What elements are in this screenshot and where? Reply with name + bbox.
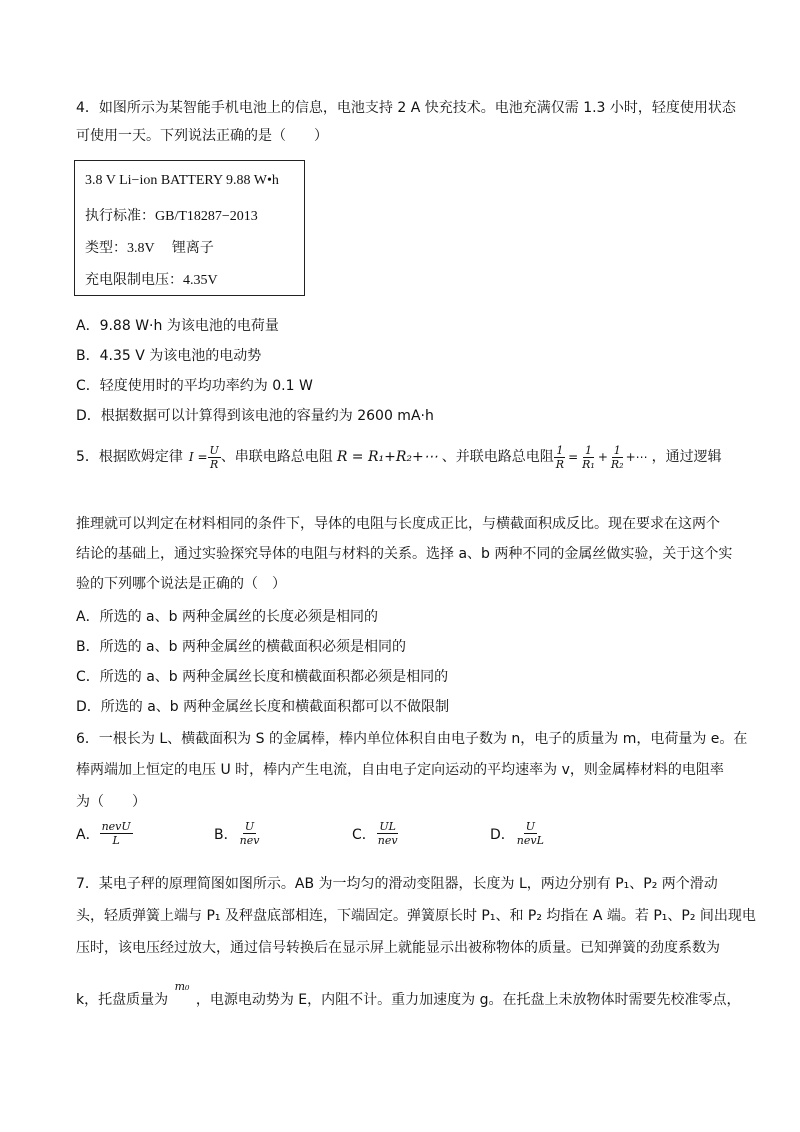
q6-option-a-num: nevU <box>101 820 131 833</box>
parallel-term2-num: 1 <box>613 443 621 457</box>
q6-option-b-den: nev <box>239 834 260 847</box>
parallel-term2 <box>609 444 626 471</box>
ohm-denominator: R <box>210 457 219 471</box>
q6-option-b <box>214 820 261 847</box>
q6-stem-line3: 为（ ） <box>76 794 146 810</box>
battery-label-line2: 执行标准：GB/T18287−2013 <box>85 209 258 224</box>
q7-stem-line1: 7．某电子秤的原理简图如图所示。AB 为一均匀的滑动变阻器，长度为 L，两边分别有 P₁、P₂ 两个滑动 <box>76 876 718 892</box>
series-formula: R = R₁+R₂+⋯ <box>336 449 438 465</box>
q5-mid1: 、串联电路总电阻 <box>220 449 333 465</box>
q6-option-d-label: D． <box>490 826 515 843</box>
ohm-I: I = <box>188 450 208 464</box>
q6-option-d-fraction <box>515 820 546 847</box>
q6-option-a-label: A． <box>76 826 100 843</box>
q7-stem-line4 <box>76 980 741 1011</box>
q5-option-c: C．所选的 a、b 两种金属丝长度和横截面积都必须是相同的 <box>76 669 449 685</box>
q5-option-a: A．所选的 a、b 两种金属丝的长度必须是相同的 <box>76 609 378 625</box>
q4-stem-line2: 可使用一天。下列说法正确的是（ ） <box>76 128 328 144</box>
q5-stem-line1: 5．根据欧姆定律 I = $\frac{U}{R}$ 、串联电路总电阻 R = R₁+R₂+⋯ 、并联电路总电阻 $\frac{1}{R}$ = $\frac{1}{\text{R₁}}$ + $\frac{1}{\text{R₂}}$ +⋯ ，通过逻辑 <box>76 440 722 474</box>
q5-stem-line3: 结论的基础上，通过实验探究导体的电阻与材料的关系。选择 a、b 两种不同的金属丝做实验，关于这个实 <box>76 546 733 562</box>
ohm-fraction <box>208 444 221 471</box>
q5-option-d: D．所选的 a、b 两种金属丝长度和横截面积都可以不做限制 <box>76 699 450 715</box>
q4-option-c: C．轻度使用时的平均功率约为 0.1 W <box>76 378 313 394</box>
parallel-term1-num: 1 <box>584 443 592 457</box>
q6-stem-line2: 棒两端加上恒定的电压 U 时，棒内产生电流，自由电子定向运动的平均速率为 v，则金属棒材料的电阻率 <box>76 762 724 778</box>
q6-option-b-label: B． <box>214 826 238 843</box>
q6-option-d-den: nevL <box>516 834 544 847</box>
q4-stem-line1: 4．如图所示为某智能手机电池上的信息，电池支持 2 A 快充技术。电池充满仅需 1.3 小时，轻度使用状态 <box>76 100 736 116</box>
parallel-term1-den: R₁ <box>582 457 595 471</box>
q6-option-d-num: U <box>525 820 535 833</box>
battery-label-line1: 3.8 V Li−ion BATTERY 9.88 W•h <box>85 173 279 188</box>
q7-line4-a: k，托盘质量为 <box>76 992 169 1008</box>
q7-line4-b: ，电源电动势为 E，内阻不计。重力加速度为 g。在托盘上未放物体时需要先校准零点， <box>195 992 741 1008</box>
q6-option-c-label: C． <box>352 826 376 843</box>
ohm-numerator: U <box>209 443 219 457</box>
parallel-tail: +⋯ <box>625 450 648 464</box>
battery-label-line4: 充电限制电压：4.35V <box>85 273 218 288</box>
q6-option-a <box>76 820 133 847</box>
parallel-lhs-den: R <box>555 457 565 471</box>
parallel-term2-den: R₂ <box>610 457 624 471</box>
q6-option-d <box>490 820 546 847</box>
q4-option-d: D．根据数据可以计算得到该电池的容量约为 2600 mA·h <box>76 408 434 424</box>
q7-stem-line3: 压时，该电压经过放大，通过信号转换后在显示屏上就能显示出被称物体的质量。已知弹簧的劲度系数为 <box>76 940 720 956</box>
q7-stem-line2: 头，轻质弹簧上端与 P₁ 及秤盘底部相连，下端固定。弹簧原长时 P₁、和 P₂ 均指在 A 端。若 P₁、P₂ 间出现电 <box>76 908 756 924</box>
q5-stem-line4: 验的下列哪个说法是正确的（ ） <box>76 576 286 592</box>
q6-option-b-fraction <box>238 820 262 847</box>
q6-stem-line1: 6．一根长为 L、横截面积为 S 的金属棒，棒内单位体积自由电子数为 n，电子的质量为 m，电荷量为 e。在 <box>76 731 748 747</box>
q6-option-b-num: U <box>244 820 255 833</box>
battery-label-box <box>74 160 305 296</box>
parallel-term1 <box>580 444 597 471</box>
q6-option-a-den: L <box>112 834 120 847</box>
q6-option-c-den: nev <box>377 834 398 847</box>
q5-suffix: ，通过逻辑 <box>651 449 722 465</box>
q5-prefix: 5．根据欧姆定律 <box>76 449 183 465</box>
parallel-lhs <box>554 444 566 471</box>
q4-option-a: A．9.88 W·h 为该电池的电荷量 <box>76 318 279 334</box>
q5-mid2: 、并联电路总电阻 <box>441 449 554 465</box>
q6-option-c-num: UL <box>379 820 396 833</box>
q5-option-b: B．所选的 a、b 两种金属丝的横截面积必须是相同的 <box>76 639 406 655</box>
parallel-lhs-num: 1 <box>556 443 564 457</box>
q5-stem-line2: 推理就可以判定在材料相同的条件下，导体的电阻与长度成正比，与横截面积成反比。现在要求在这两个 <box>76 516 720 532</box>
q4-option-b: B．4.35 V 为该电池的电动势 <box>76 348 262 364</box>
q6-option-a-fraction <box>100 820 133 847</box>
battery-label-line3: 类型：3.8V 锂离子 <box>85 241 214 256</box>
q6-option-c <box>352 820 400 847</box>
q7-m0: m₀ <box>174 980 190 993</box>
q6-option-c-fraction <box>376 820 400 847</box>
